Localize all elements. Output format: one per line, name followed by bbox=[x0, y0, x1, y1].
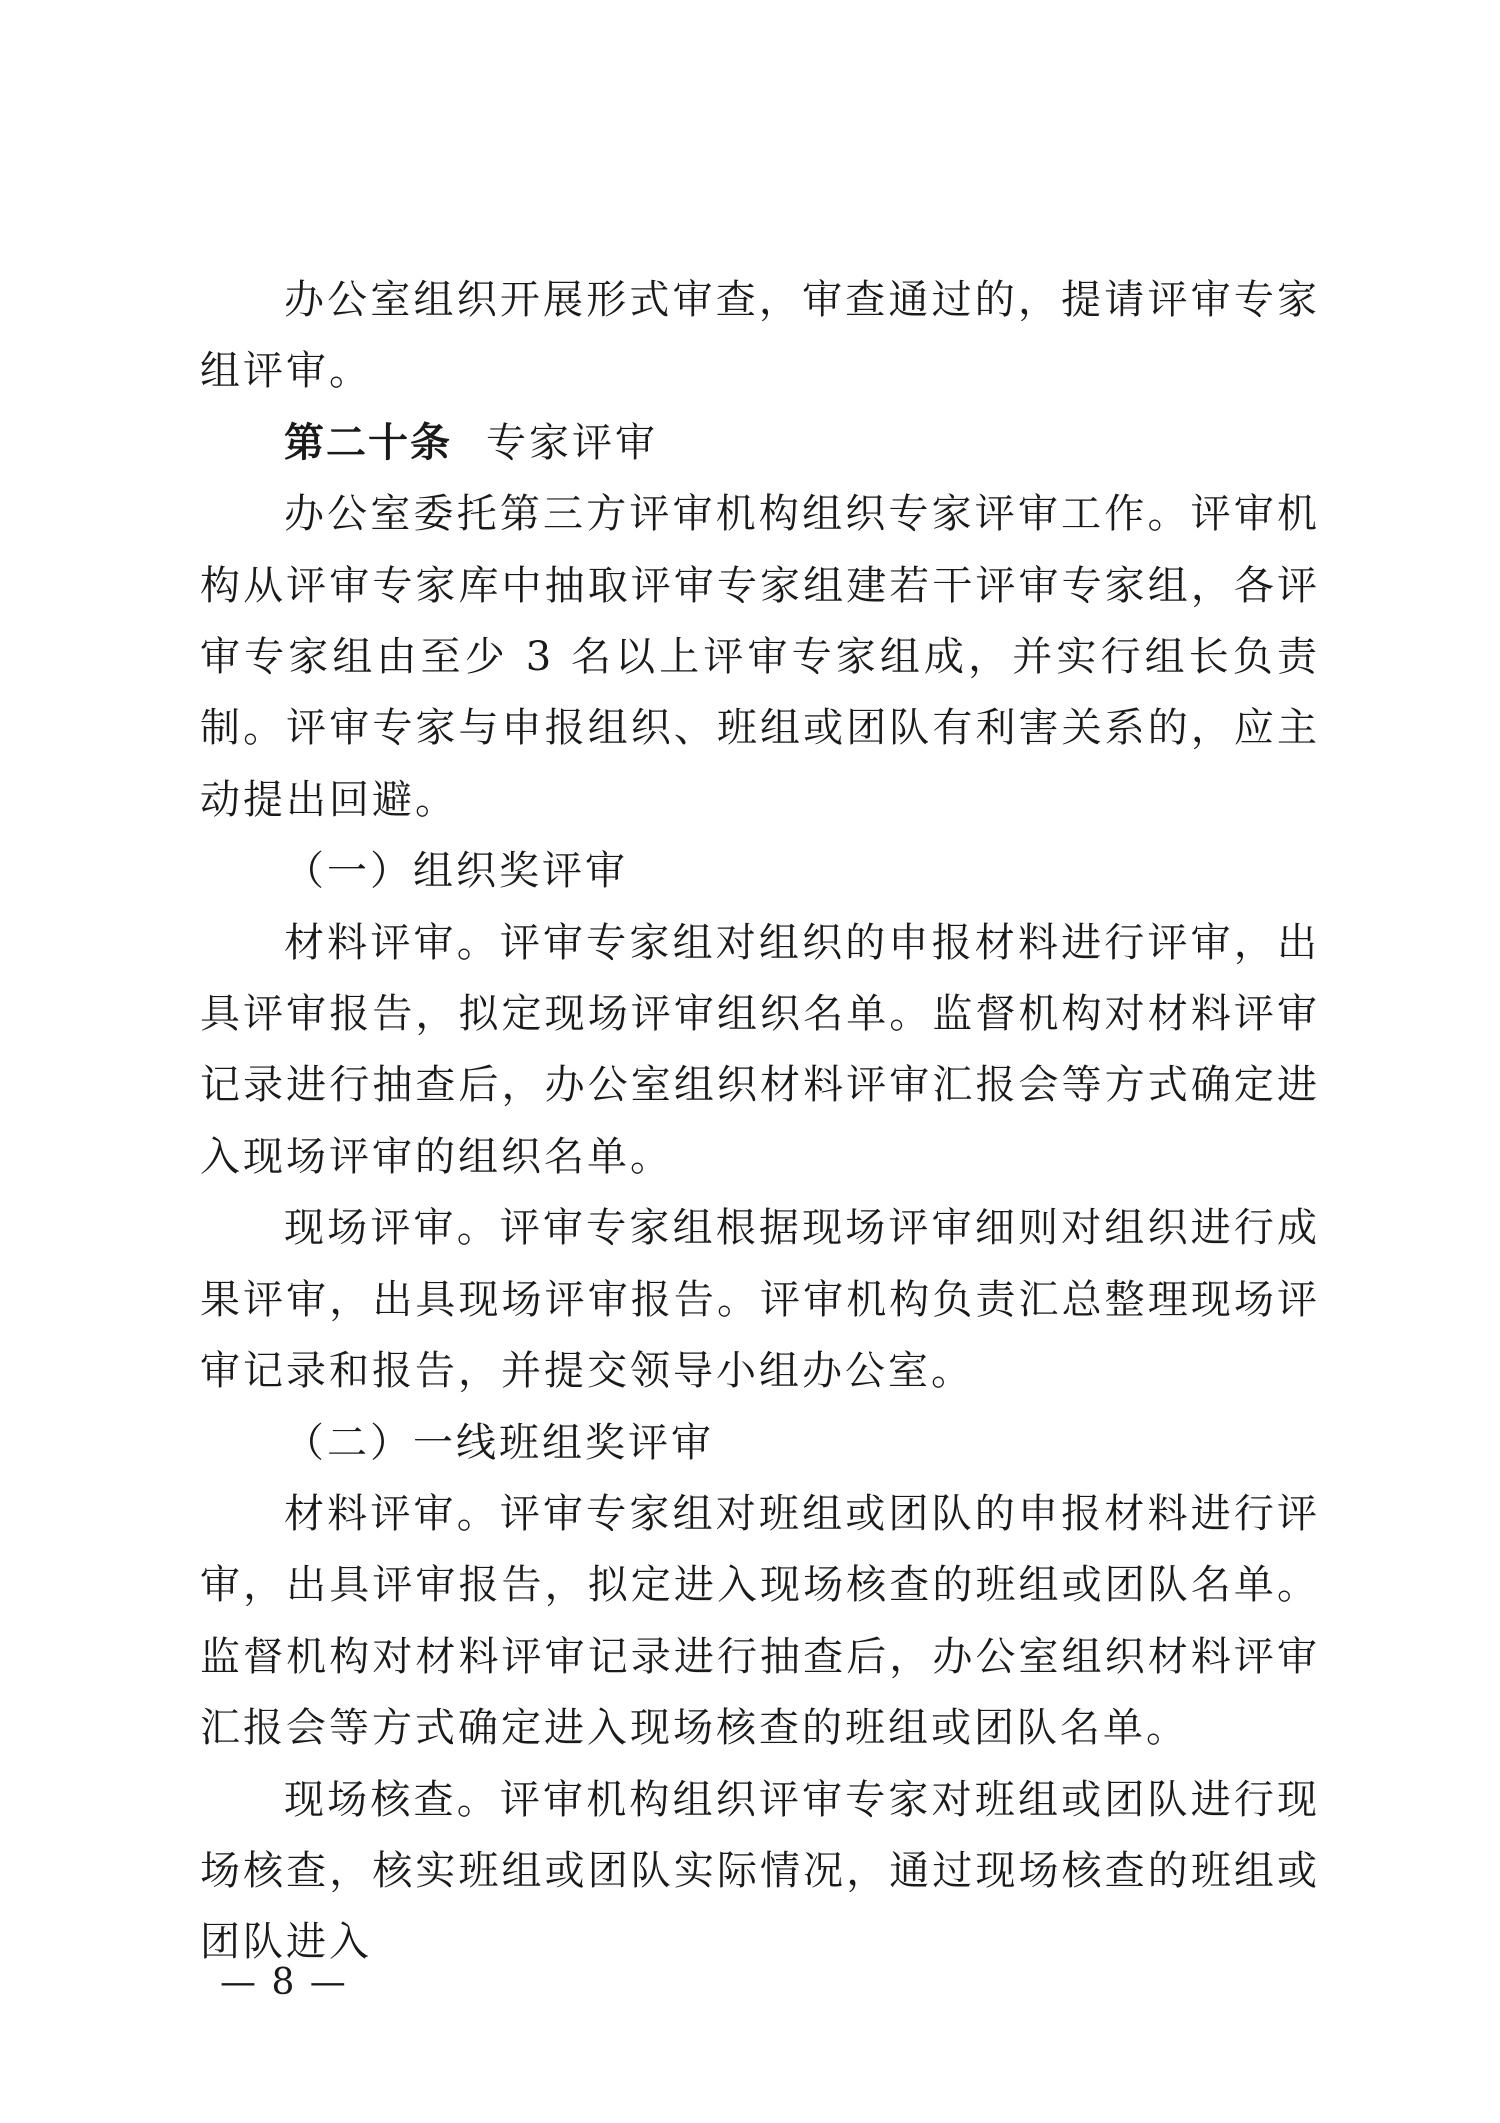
section-heading-team-award: （二）一线班组奖评审 bbox=[284, 1419, 714, 1466]
article-title: 专家评审 bbox=[486, 419, 658, 466]
paragraph-team-onsite-check: 现场核查。评审机构组织评审专家对班组或团队进行现场核查，核实班组或团队实际情况，通过现场核查的班组或团队进入 bbox=[200, 1776, 1320, 1966]
paragraph-org-onsite-review: 现场评审。评审专家组根据现场评审细则对组织进行成果评审，出具现场评审报告。评审机构负责汇总整理现场评审记录和报告，并提交领导小组办公室。 bbox=[200, 1205, 1320, 1395]
paragraph-team-material-review: 材料评审。评审专家组对班组或团队的申报材料进行评审，出具评审报告，拟定进入现场核查的班组或团队名单。监督机构对材料评审记录进行抽查后，办公室组织材料评审汇报会等方式确定进入现场核查的班组或团队名单。 bbox=[200, 1490, 1320, 1752]
paragraph-expert-review: 办公室委托第三方评审机构组织专家评审工作。评审机构从评审专家库中抽取评审专家组建若干评审专家组，各评审专家组由至少 3 名以上评审专家组成，并实行组长负责制。评审专家与申报组织、班组或团队有利害关系的，应主动提出回避。 bbox=[200, 491, 1320, 823]
page-number: — 8 — bbox=[220, 1962, 348, 2003]
document-body bbox=[200, 265, 1320, 1979]
article-number: 第二十条 bbox=[284, 419, 452, 466]
paragraph-org-material-review: 材料评审。评审专家组对组织的申报材料进行评审，出具评审报告，拟定现场评审组织名单。监督机构对材料评审记录进行抽查后，办公室组织材料评审汇报会等方式确定进入现场评审的组织名单。 bbox=[200, 919, 1320, 1180]
paragraph-formal-review: 办公室组织开展形式审查，审查通过的，提请评审专家组评审。 bbox=[200, 277, 1320, 395]
section-heading-organization-award: （一）组织奖评审 bbox=[284, 848, 628, 895]
article-heading bbox=[200, 408, 1320, 479]
